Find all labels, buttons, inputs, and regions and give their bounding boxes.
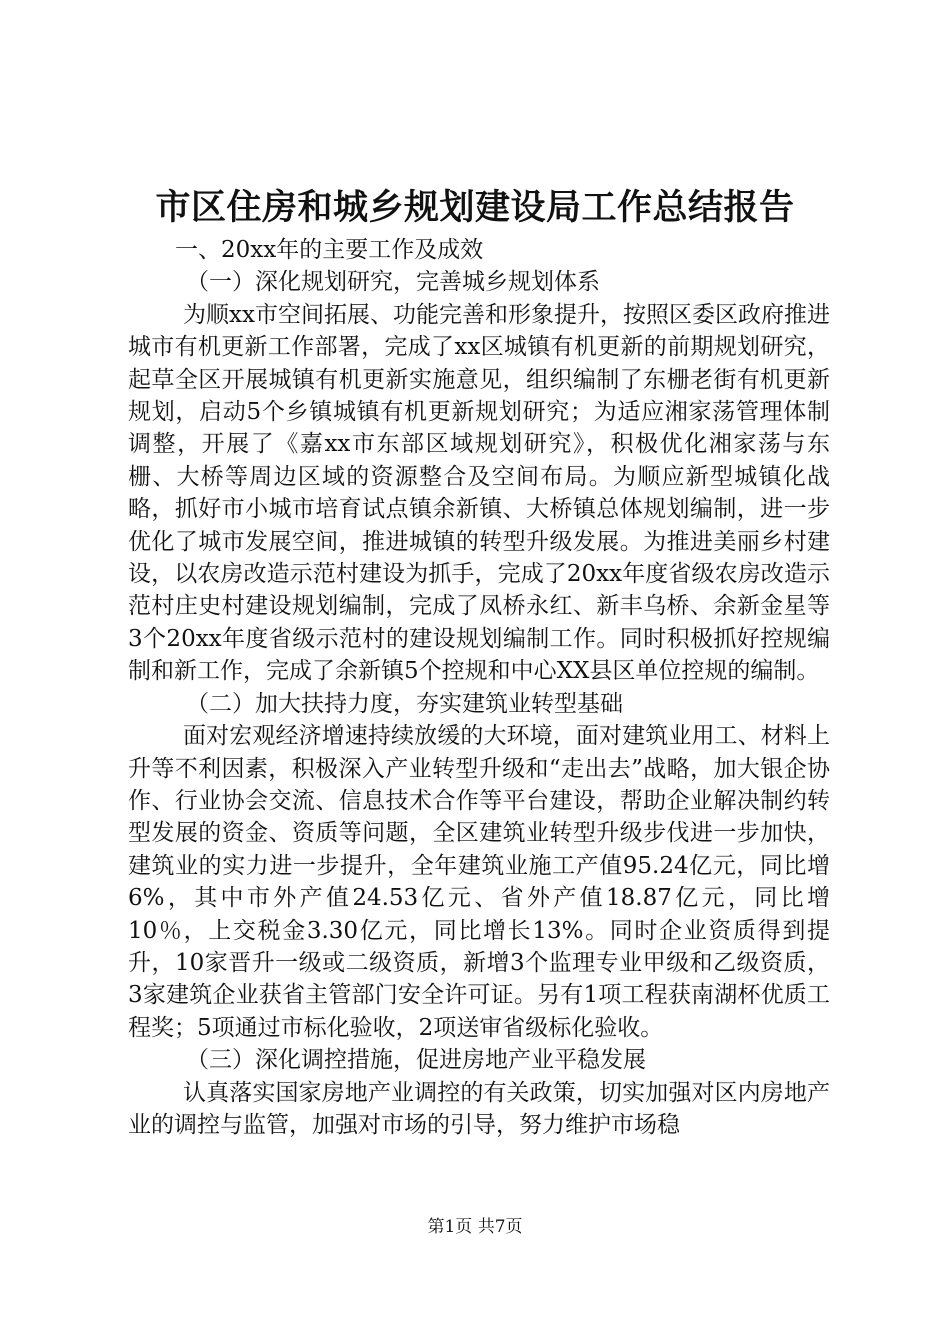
subsection-heading-3: （三）深化调控措施，促进房地产业平稳发展	[186, 1047, 646, 1074]
subsection-heading-1: （一）深化规划研究，完善城乡规划体系	[186, 269, 600, 296]
paragraph-2: 面对宏观经济增速持续放缓的大环境，面对建筑业用工、材料上升等不利因素，积极深入产业转型升级和“走出去”战略，加大银企协作、行业协会交流、信息技术合作等平台建设，帮助企业解决制约转型发展的资金、资质等问题，全区建筑业转型升级步伐进一步加快，建筑业的实力进一步提升，全年建筑业施工产值95.24亿元，同比增6%，其中市外产值24.53亿元、省外产值18.87亿元，同比增10％，上交税金3.30亿元，同比增长13%。同时企业资质得到提升，10家晋升一级或二级资质，新增3个监理专业甲级和乙级资质，3家建筑企业获省主管部门安全许可证。另有1项工程获南湖杯优质工程奖；5项通过市标化验收，2项送审省级标化验收。	[128, 723, 830, 1041]
paragraph-1: 为顺xx市空间拓展、功能完善和形象提升，按照区委区政府推进城市有机更新工作部署，完成了xx区城镇有机更新的前期规划研究，起草全区开展城镇有机更新实施意见，组织编制了东栅老街有机更新规划，启动5个乡镇城镇有机更新规划研究；为适应湘家荡管理体制调整，开展了《嘉xx市东部区域规划研究》，积极优化湘家荡与东栅、大桥等周边区域的资源整合及空间布局。为顺应新型城镇化战略，抓好市小城市培育试点镇余新镇、大桥镇总体规划编制，进一步优化了城市发展空间，推进城镇的转型升级发展。为推进美丽乡村建设，以农房改造示范村建设为抓手，完成了20xx年度省级农房改造示范村庄史村建设规划编制，完成了凤桥永红、新丰乌桥、余新金星等3个20xx年度省级示范村的建设规划编制工作。同时积极抓好控规编制和新工作，完成了余新镇5个控规和中心XX县区单位控规的编制。	[128, 301, 830, 685]
document-body	[128, 234, 830, 1141]
paragraph-3: 认真落实国家房地产业调控的有关政策，切实加强对区内房地产业的调控与监管，加强对市场的引导，努力维护市场稳	[128, 1079, 830, 1138]
section-heading-1: 一、20xx年的主要工作及成效	[175, 237, 484, 263]
subsection-heading-2: （二）加大扶持力度，夯实建筑业转型基础	[186, 690, 623, 717]
page-number-footer: 第1页 共7页	[427, 1217, 523, 1237]
document-title: 市区住房和城乡规划建设局工作总结报告	[155, 188, 795, 228]
